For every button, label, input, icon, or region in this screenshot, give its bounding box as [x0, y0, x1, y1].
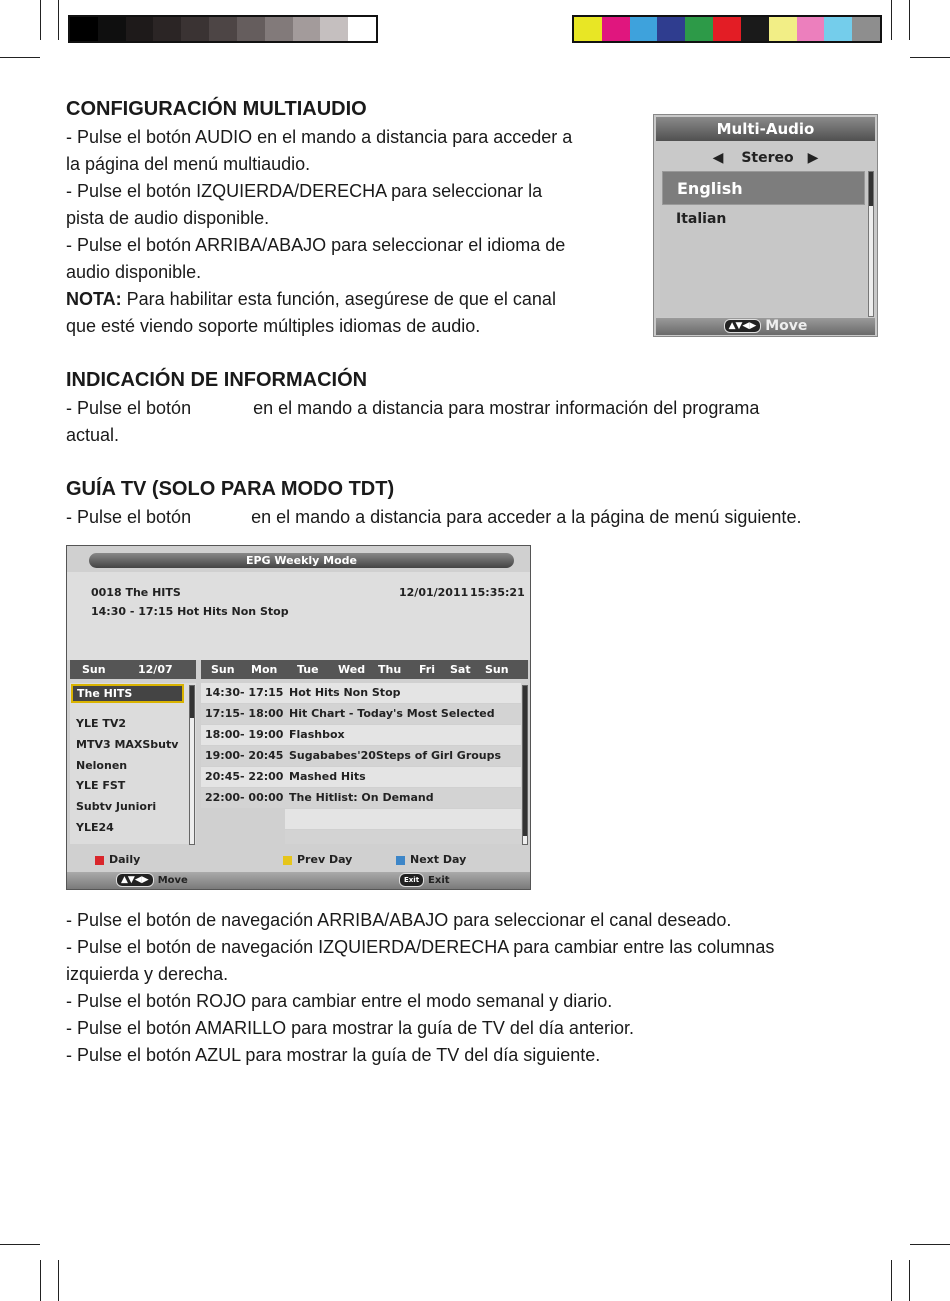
body-line: - Pulse el botón AMARILLO para mostrar la guía de TV del día anterior. — [66, 1018, 634, 1038]
blue-square-icon — [396, 856, 405, 865]
program-time: 17:15- 18:00 — [205, 707, 284, 720]
day-tab[interactable]: Fri — [419, 663, 436, 676]
multi-audio-screen — [653, 114, 878, 337]
crop-mark — [58, 1260, 59, 1301]
body-line — [66, 395, 759, 422]
color-swatch — [685, 17, 713, 41]
info-body — [66, 395, 759, 449]
program-row[interactable] — [201, 767, 521, 787]
navigation-keys-icon: ▲▼◀▶ — [724, 319, 762, 333]
color-swatch — [574, 17, 602, 41]
body-text: - Pulse el botón — [66, 398, 192, 418]
exit-label: Exit — [428, 875, 450, 886]
program-name: The Hitlist: On Demand — [289, 791, 434, 804]
date-label: 12/07 — [138, 663, 173, 676]
info-heading: INDICACIÓN DE INFORMACIÓN — [66, 369, 368, 391]
audio-language-item[interactable]: Italian — [676, 211, 727, 227]
color-swatch — [852, 17, 880, 41]
tv-guide-body — [66, 504, 801, 531]
channel-item[interactable]: YLE FST — [76, 779, 126, 792]
day-tab[interactable]: Thu — [378, 663, 402, 676]
legend-label: Daily — [109, 853, 141, 866]
note-line: que esté viendo soporte múltiples idiomas de audio. — [66, 316, 481, 336]
audio-language-list — [660, 171, 867, 317]
color-swatch — [713, 17, 741, 41]
program-row-empty — [285, 809, 521, 829]
gray-swatch — [70, 17, 98, 41]
scrollbar-thumb[interactable] — [190, 686, 194, 718]
epg-footer — [67, 872, 530, 889]
color-swatch — [769, 17, 797, 41]
right-arrow-icon[interactable]: ▶ — [807, 150, 819, 166]
body-line: - Pulse el botón ARRIBA/ABAJO para seleccionar el idioma de — [66, 235, 566, 255]
body-text: - Pulse el botón — [66, 507, 192, 527]
gray-swatch — [153, 17, 181, 41]
audio-language-selected[interactable]: English — [662, 171, 865, 205]
epg-screen — [66, 545, 531, 890]
note-text: Para habilitar esta función, asegúrese de que el canal — [121, 289, 556, 309]
gray-swatch — [265, 17, 293, 41]
audio-mode-value: Stereo — [741, 150, 794, 166]
program-scrollbar[interactable] — [522, 685, 528, 845]
scrollbar-thumb[interactable] — [523, 686, 527, 836]
body-line: audio disponible. — [66, 262, 202, 282]
scrollbar-thumb[interactable] — [869, 172, 873, 206]
gray-swatch — [237, 17, 265, 41]
note-label: NOTA: — [66, 289, 122, 309]
audio-list-scrollbar[interactable] — [868, 171, 874, 317]
program-list — [201, 683, 521, 844]
gray-swatch — [209, 17, 237, 41]
multiaudio-heading: CONFIGURACIÓN MULTIAUDIO — [66, 98, 367, 120]
body-text: en el mando a distancia para acceder a la página de menú siguiente. — [251, 507, 802, 527]
channel-item-selected[interactable]: The HITS — [71, 684, 184, 703]
day-tab[interactable]: Sun — [211, 663, 235, 676]
legend-label: Prev Day — [297, 853, 353, 866]
epg-date-header — [70, 660, 196, 679]
program-time: 20:45- 22:00 — [205, 770, 284, 783]
gray-scale-bar — [68, 15, 378, 43]
gray-swatch — [320, 17, 348, 41]
yellow-square-icon — [283, 856, 292, 865]
epg-current-program: 14:30 - 17:15 Hot Hits Non Stop — [91, 605, 289, 618]
body-line: - Pulse el botón AUDIO en el mando a distancia para acceder a — [66, 127, 573, 147]
crop-mark — [909, 0, 910, 40]
epg-date: 12/01/2011 — [399, 586, 469, 599]
multi-audio-title: Multi-Audio — [656, 117, 875, 141]
move-label: Move — [157, 875, 188, 886]
color-swatch — [824, 17, 852, 41]
program-time: 19:00- 20:45 — [205, 749, 284, 762]
program-row-empty — [285, 830, 521, 844]
exit-hint — [399, 873, 450, 887]
exit-key-icon: Exit — [399, 873, 424, 887]
channel-item[interactable]: Nelonen — [76, 759, 128, 772]
color-swatch — [657, 17, 685, 41]
legend-prev-day — [283, 853, 352, 866]
channel-item[interactable]: Subtv Juniori — [76, 800, 157, 813]
program-row[interactable] — [201, 725, 521, 745]
channel-list — [70, 683, 196, 844]
body-line: - Pulse el botón IZQUIERDA/DERECHA para seleccionar la — [66, 181, 543, 201]
color-swatch — [602, 17, 630, 41]
program-row[interactable] — [201, 788, 521, 808]
program-time: 18:00- 19:00 — [205, 728, 284, 741]
body-line: - Pulse el botón AZUL para mostrar la guía de TV del día siguiente. — [66, 1045, 601, 1065]
body-line: - Pulse el botón de navegación IZQUIERDA/DERECHA para cambiar entre las columnas — [66, 937, 775, 957]
program-time: 22:00- 00:00 — [205, 791, 284, 804]
crop-mark — [0, 1244, 40, 1245]
body-line: actual. — [66, 425, 120, 445]
audio-mode-selector[interactable] — [654, 147, 877, 169]
move-label: Move — [765, 318, 808, 334]
gray-swatch — [293, 17, 321, 41]
day-tab[interactable]: Sun — [485, 663, 509, 676]
legend-daily — [95, 853, 140, 866]
epg-info-panel — [67, 572, 530, 660]
day-tab[interactable]: Wed — [338, 663, 366, 676]
day-tab[interactable]: Tue — [297, 663, 319, 676]
color-swatch — [630, 17, 658, 41]
program-name: Hot Hits Non Stop — [289, 686, 401, 699]
day-tab[interactable]: Mon — [251, 663, 278, 676]
color-calibration-bar — [572, 15, 882, 43]
crop-mark — [58, 0, 59, 40]
epg-instructions — [66, 907, 774, 1069]
color-swatch — [797, 17, 825, 41]
multi-audio-footer — [656, 318, 875, 335]
multiaudio-body — [66, 124, 572, 340]
epg-time: 15:35:21 — [470, 586, 525, 599]
body-line: pista de audio disponible. — [66, 208, 270, 228]
crop-mark — [910, 1244, 950, 1245]
body-line: izquierda y derecha. — [66, 964, 229, 984]
legend-next-day — [396, 853, 466, 866]
program-row[interactable] — [201, 704, 521, 724]
day-label: Sun — [82, 663, 106, 676]
crop-mark — [891, 1260, 892, 1301]
body-text: en el mando a distancia para mostrar información del programa — [253, 398, 760, 418]
program-row[interactable] — [201, 683, 521, 703]
channel-item[interactable]: YLE24 — [76, 821, 114, 834]
legend-label: Next Day — [410, 853, 467, 866]
crop-mark — [40, 0, 41, 40]
gray-swatch — [348, 17, 376, 41]
red-square-icon — [95, 856, 104, 865]
color-swatch — [741, 17, 769, 41]
crop-mark — [891, 0, 892, 40]
program-name: Mashed Hits — [289, 770, 366, 783]
program-time: 14:30- 17:15 — [205, 686, 284, 699]
gray-swatch — [98, 17, 126, 41]
body-line: - Pulse el botón de navegación ARRIBA/ABAJO para seleccionar el canal deseado. — [66, 910, 732, 930]
day-tab[interactable]: Sat — [450, 663, 471, 676]
crop-mark — [909, 1260, 910, 1301]
body-line: la página del menú multiaudio. — [66, 154, 311, 174]
program-name: Flashbox — [289, 728, 345, 741]
epg-title: EPG Weekly Mode — [89, 553, 514, 568]
program-name: Sugababes'20Steps of Girl Groups — [289, 749, 502, 762]
tv-guide-heading: GUÍA TV (SOLO PARA MODO TDT) — [66, 478, 395, 500]
gray-swatch — [181, 17, 209, 41]
move-hint — [116, 873, 188, 887]
crop-mark — [910, 57, 950, 58]
channel-scrollbar[interactable] — [189, 685, 195, 845]
gray-swatch — [126, 17, 154, 41]
channel-item[interactable]: YLE TV2 — [76, 717, 126, 730]
program-row[interactable] — [201, 746, 521, 766]
left-arrow-icon[interactable]: ◀ — [712, 150, 724, 166]
body-line — [66, 504, 801, 531]
crop-mark — [0, 57, 40, 58]
body-line: - Pulse el botón ROJO para cambiar entre el modo semanal y diario. — [66, 991, 613, 1011]
channel-item[interactable]: MTV3 MAXSbutv — [76, 738, 179, 751]
crop-mark — [40, 1260, 41, 1301]
program-name: Hit Chart - Today's Most Selected — [289, 707, 495, 720]
note-line — [66, 286, 572, 313]
navigation-keys-icon: ▲▼◀▶ — [116, 873, 154, 887]
epg-days-header — [201, 660, 528, 679]
epg-channel: 0018 The HITS — [91, 586, 181, 599]
